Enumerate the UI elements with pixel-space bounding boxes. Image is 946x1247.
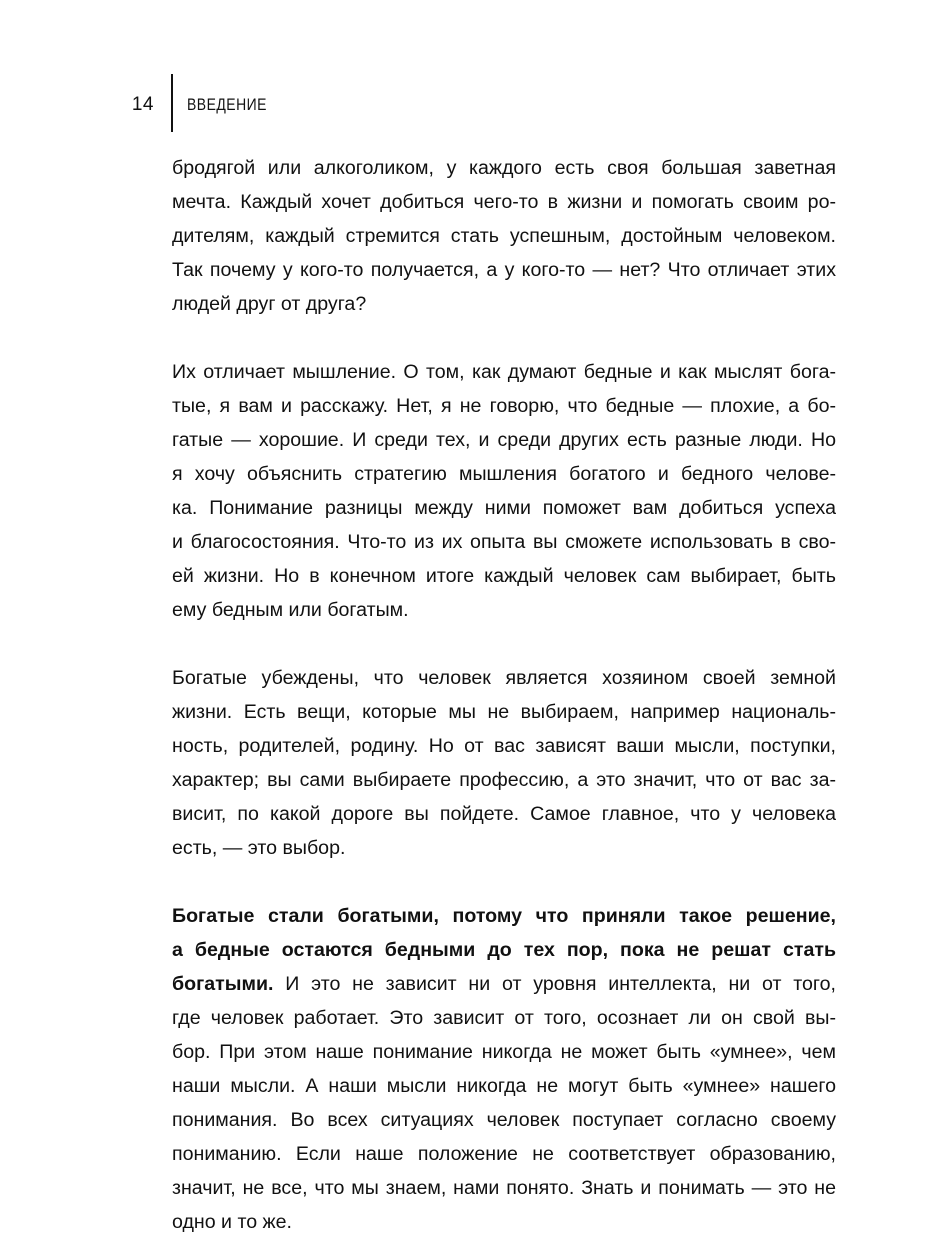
text-line: значит, не все, что мы знаем, нами понято. Знать и понимать — это не [172,1177,836,1199]
text-line: где человек работает. Это зависит от того, осознает ли он свой вы- [172,1007,836,1029]
paragraph-gap [172,321,836,355]
text-line: Так почему у кого-то получается, а у кого-то — нет? Что отличает этих [172,259,836,281]
section-title: ВВЕДЕНИЕ [187,95,267,114]
paragraph [172,151,836,321]
text-line: людей друг от друга? [172,293,367,315]
running-head [0,74,946,134]
text-line: понимания. Во всех ситуациях человек поступает согласно своему [172,1109,836,1131]
text-line: бор. При этом наше понимание никогда не может быть «умнее», чем [172,1041,836,1063]
text-line: и благосостояния. Что-то из их опыта вы сможете использовать в сво- [172,531,836,553]
paragraph [172,661,836,865]
header-divider [171,74,173,132]
text-line: я хочу объяснить стратегию мышления богатого и бедного челове- [172,463,836,485]
text-line: висит, по какой дороге вы пойдете. Самое главное, что у человека [172,803,836,825]
text-line: ему бедным или богатым. [172,599,409,621]
bold-text-line: а бедные остаются бедными до тех пор, пока не решат стать [172,939,836,961]
text-line: ка. Понимание разницы между ними поможет вам добиться успеха [172,497,836,519]
text-line: дителям, каждый стремится стать успешным, достойным человеком. [172,225,836,247]
paragraph-gap [172,627,836,661]
bold-text-line: Богатые стали богатыми, потому что приняли такое решение, [172,905,836,927]
text-line: бродягой или алкоголиком, у каждого есть своя большая заветная [172,157,836,179]
text-line: одно и то же. [172,1211,292,1233]
paragraph-gap [172,865,836,899]
text-line: Их отличает мышление. О том, как думают бедные и как мыслят бога- [172,361,836,383]
text-line: Богатые убеждены, что человек является хозяином своей земной [172,667,836,689]
text-line [172,967,836,1001]
text-line: тые, я вам и расскажу. Нет, я не говорю, что бедные — плохие, а бо- [172,395,836,417]
text-line: мечта. Каждый хочет добиться чего-то в жизни и помогать своим ро- [172,191,836,213]
text-line: ность, родителей, родину. Но от вас зависят ваши мысли, поступки, [172,735,836,757]
text-line: наши мысли. А наши мысли никогда не могут быть «умнее» нашего [172,1075,836,1097]
page-number: 14 [131,94,154,115]
text-line: ей жизни. Но в конечном итоге каждый человек сам выбирает, быть [172,565,836,587]
paragraph [172,355,836,627]
paragraph [172,899,836,1239]
text-line: гатые — хорошие. И среди тех, и среди других есть разные люди. Но [172,429,836,451]
text-line: есть, — это выбор. [172,837,346,859]
text-line: характер; вы сами выбираете профессию, а это значит, что от вас за- [172,769,836,791]
text-line: пониманию. Если наше положение не соответствует образованию, [172,1143,836,1165]
text-line: жизни. Есть вещи, которые мы не выбираем, например националь- [172,701,836,723]
bold-phrase: богатыми. [172,973,274,995]
regular-phrase: И это не зависит ни от уровня интеллекта, ни от того, [273,973,836,995]
body-text [172,151,836,1239]
